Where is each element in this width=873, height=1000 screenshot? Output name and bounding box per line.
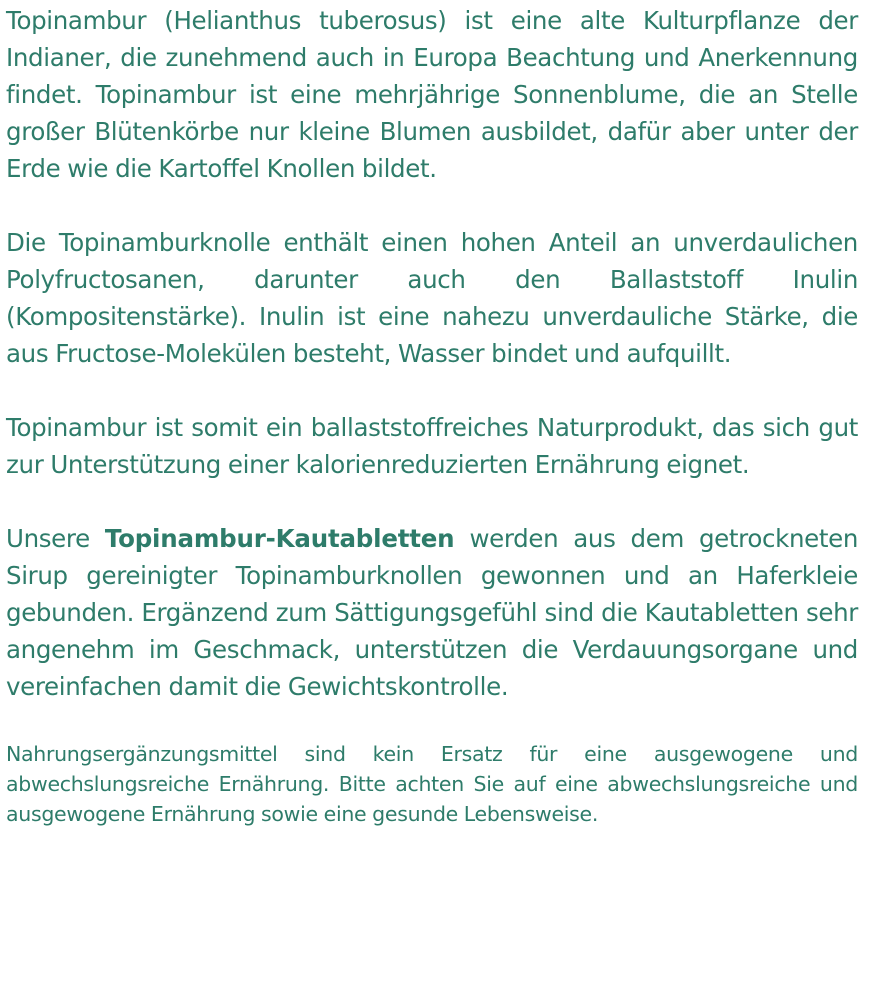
knolle-paragraph: Die Topinamburknolle enthält einen hohen Anteil an unverdaulichen Polyfructosanen, darunter auch den Ballaststoff Inulin (Kompositenstärke). Inulin ist eine nahezu unverdauliche Stärke, die aus Fructose-Molekülen besteht, Wasser bindet und aufquillt. xyxy=(6,228,858,368)
disclaimer-note: Nahrungsergänzungsmittel sind kein Ersatz für eine ausgewogene und abwechslungsreiche Ernährung. Bitte achten Sie auf eine abwechslungsreiche und ausgewogene Ernährung sowie eine gesunde Lebensweise. xyxy=(6,742,858,826)
product-description xyxy=(6,2,858,829)
naturprodukt-paragraph: Topinambur ist somit ein ballaststoffreiches Naturprodukt, das sich gut zur Unterstützung einer kalorienreduzierten Ernährung eignet. xyxy=(6,413,858,479)
product-name-highlight: Topinambur-Kautabletten xyxy=(104,524,455,553)
kautabletten-paragraph xyxy=(6,520,858,705)
kautabletten-rest: werden aus dem getrockneten Sirup gereinigter Topinamburknollen gewonnen und an Haferkleie gebunden. Ergänzend zum Sättigungsgefühl sind die Kautabletten sehr angenehm im Geschmack, unterstützen die Verdauungsorgane und vereinfachen damit die Gewichtskontrolle. xyxy=(6,524,859,701)
intro-paragraph: Topinambur (Helianthus tuberosus) ist eine alte Kulturpflanze der Indianer, die zunehmend auch in Europa Beachtung und Anerkennung findet. Topinambur ist eine mehrjährige Sonnenblume, die an Stelle großer Blütenkörbe nur kleine Blumen ausbildet, dafür aber unter der Erde wie die Kartoffel Knollen bildet. xyxy=(6,6,858,183)
kautabletten-prefix: Unsere xyxy=(6,524,105,553)
